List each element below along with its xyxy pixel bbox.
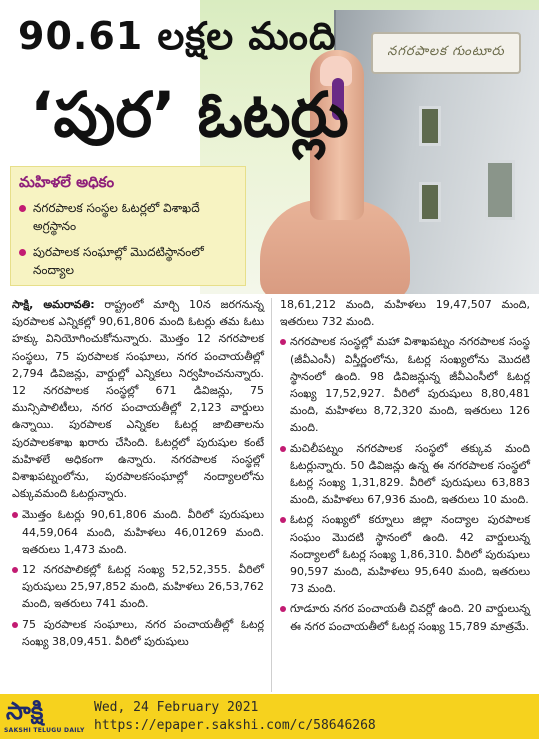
building-window	[419, 182, 441, 222]
highlights-title: మహిళలే అధికం	[19, 173, 115, 191]
highlight-item: పురపాలక సంఘాల్లో మొదటిస్థానంలో నంద్యాల	[33, 245, 204, 277]
building-window	[419, 106, 441, 146]
sakshi-logo[interactable]	[4, 697, 86, 737]
intro-text: రాష్ట్రంలో మార్చి 10న జరగనున్న పురపాలక ఎన్నికల్లో 90,61,806 మంది ఓటర్లు తమ ఓటు హక్కు వినియోగించుకోనున్నారు. మొత్తం 12 నగరపాలక సంస్థలు, 75 పురపాలక సంఘాలు, నగర పంచాయతీల్లో 2,794 డివిజన్లు, వార్డుల్లో ఎన్నికలు నిర్వహించనున్నారు. 12 నగరపాలక సంస్థల్లో 671 డివిజన్లు, 75 మున్సిపాలిటీలు, నగర పంచాయతీల్లో 2,123 వార్డులు ఉన్నాయి. పురపాలక ఎన్నికల ఓటర్ల జాబితాలను పురపాలకశాఖ ఖరారు చేసింది. ఓటర్లలో పురుషుల కంటే మహిళలే అధికంగా ఉన్నారు. నగరపాలక సంస్థల్లో విశాఖపట్నంలోను, పురపాలకసంఘాల్లో నంద్యాలలోను ఎక్కువమంది ఓటర్లున్నారు.	[12, 298, 264, 501]
stat-bullet: మచిలీపట్నం నగరపాలక సంస్థలో తక్కువ మంది ఓటర్లున్నారు. 50 డివిజన్లు ఉన్న ఈ నగరపాలక సంస్థలో ఓటర్ల సంఖ్య 1,31,829. వీరిలో పురుషులు 63,883 మంది, మహిళలు 67,936 మంది, ఇతరులు 10 మంది.	[280, 440, 530, 509]
publication-date: Wed, 24 February 2021	[94, 700, 259, 715]
bullet-dot-icon	[19, 205, 26, 212]
intro-paragraph	[12, 296, 264, 502]
continued-text: 18,61,212 మంది, మహిళలు 19,47,507 మంది, ఇతరులు 732 మంది.	[280, 298, 530, 329]
highlights-box	[10, 166, 246, 286]
headline-line-2: ‘పుర’ ఓటర్లు	[30, 78, 349, 151]
epaper-link[interactable]: https://epaper.sakshi.com/c/58646268	[94, 718, 376, 733]
article-column-left	[12, 296, 264, 653]
column-divider	[271, 298, 272, 692]
logo-text: సాక్షి	[6, 697, 44, 725]
article-body	[0, 296, 539, 694]
logo-subtext: SAKSHI TELUGU DAILY	[4, 727, 85, 734]
bullet-dot-icon	[19, 249, 26, 256]
stat-bullet: 12 నగరపాలికల్లో ఓటర్ల సంఖ్య 52,52,355. వీరిలో పురుషులు 25,97,852 మంది, మహిళలు 26,53,762 మంది, ఇతరులు 741 మంది.	[12, 561, 264, 613]
header-photo-area	[0, 0, 539, 294]
stat-bullet: మొత్తం ఓటర్లు 90,61,806 మంది. వీరిలో పురుషులు 44,59,064 మంది, మహిళలు 46,01269 మంది. ఇతరులు 1,473 మంది.	[12, 506, 264, 558]
building-sign: నగరపాలక గుంటూరు	[371, 32, 521, 74]
article-column-right	[280, 296, 530, 638]
stat-bullet: నగరపాలక సంస్థల్లో మహా విశాఖపట్నం నగరపాలక సంస్థ (జీవీఎంసీ) విస్తీర్ణంలోను, ఓటర్ల సంఖ్యలోను మొదటి స్థానంలో ఉంది. 98 డివిజన్లున్న జీవీఎంసీలో ఓటర్ల సంఖ్య 17,52,927. వీరిలో పురుషులు 8,80,481 మంది, మహిళలు 8,72,320 మంది, ఇతరులు 126 మంది.	[280, 333, 530, 436]
stat-bullet: ఓటర్ల సంఖ్యలో కర్నూలు జిల్లా నంద్యాల పురపాలక సంఘం మొదటి స్థానంలో ఉంది. 42 వార్డులున్న నంద్యాలలో ఓటర్ల సంఖ్య 1,86,310. వీరిలో పురుషులు 90,597 మంది, మహిళలు 95,640 మంది, ఇతరులు 73 మంది.	[280, 511, 530, 597]
dateline: సాక్షి, అమరావతి:	[12, 298, 95, 311]
stat-bullet: గూడూరు నగర పంచాయతీ చివర్లో ఉంది. 20 వార్డులున్న ఈ నగర పంచాయతీలో ఓటర్ల సంఖ్య 15,789 మాత్రమే.	[280, 600, 530, 634]
stat-bullet: 75 పురపాలక సంఘాలు, నగర పంచాయతీల్లో ఓటర్ల సంఖ్య 38,09,451. వీరిలో పురుషులు	[12, 616, 264, 650]
highlight-item: నగరపాలక సంస్థల ఓటర్లలో విశాఖదే అగ్రస్థానం	[33, 201, 200, 233]
footer-bar	[0, 694, 539, 739]
building-window	[485, 160, 515, 220]
headline-line-1: 90.61 లక్షల మంది	[18, 14, 337, 58]
